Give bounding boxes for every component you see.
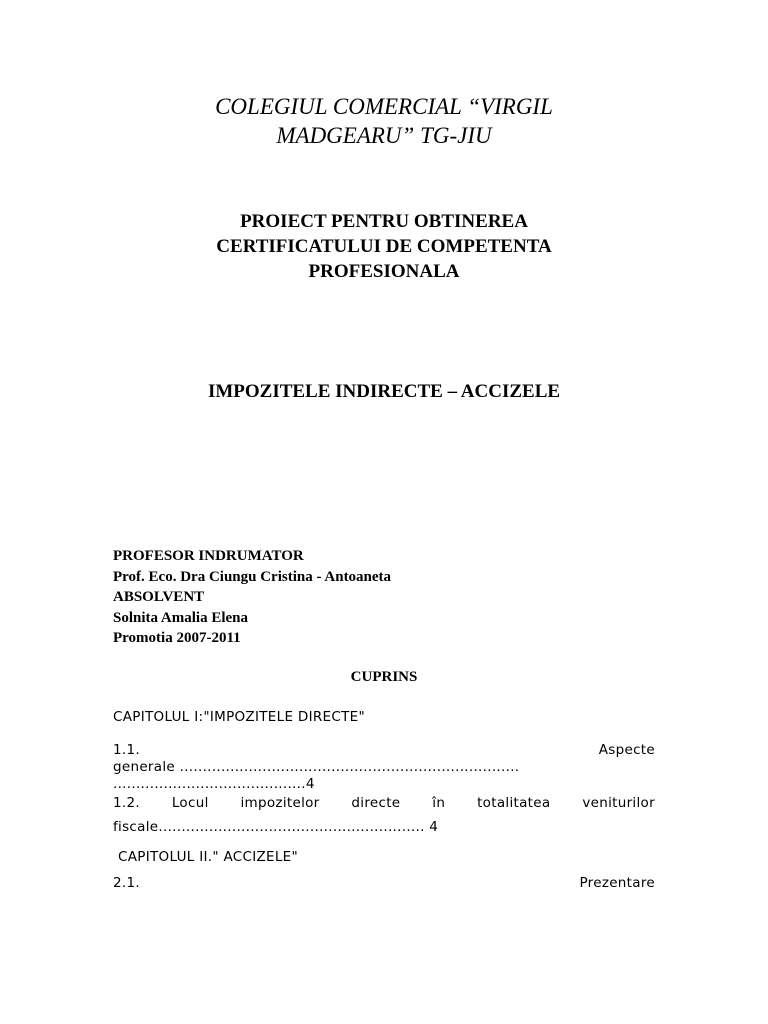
professor-name: Prof. Eco. Dra Ciungu Cristina - Antoaneta (113, 568, 392, 585)
toc-item-1-2-w1: Locul (171, 795, 209, 811)
toc-item-1-1-cont: generale (113, 759, 176, 775)
toc-item-1-2 (113, 795, 655, 836)
toc-item-1-2-w3: directe (351, 795, 401, 811)
toc-item-1-1 (113, 742, 655, 793)
toc-title: CUPRINS (350, 669, 418, 685)
toc-item-2-1-number: 2.1. (113, 875, 140, 891)
toc-item-1-2-w4: în (432, 795, 446, 811)
toc-item-1-1-number: 1.1. (113, 742, 140, 758)
toc-item-1-2-w5: totalitatea (477, 795, 551, 811)
toc-item-1-1-dots: .......................................................................... (179, 759, 520, 775)
college-line-1: COLEGIUL COMERCIAL “VIRGIL (215, 94, 553, 119)
project-line-1: PROIECT PENTRU OBTINEREA (240, 211, 528, 232)
college-line-2: MADGEARU” TG-JIU (276, 123, 492, 148)
toc-item-1-2-w6: veniturilor (582, 795, 655, 811)
staff-block (113, 546, 391, 649)
toc-chapter-1: CAPITOLUL I:"IMPOZITELE DIRECTE" (113, 709, 365, 725)
college-header (0, 92, 768, 150)
toc-item-1-2-w0: 1.2. (113, 795, 140, 811)
professor-label: PROFESOR INDRUMATOR (113, 548, 304, 564)
promotion: Promotia 2007-2011 (113, 630, 241, 646)
project-line-2: CERTIFICATULUI DE COMPETENTA (216, 236, 552, 257)
project-title (0, 209, 768, 284)
graduate-name: Solnita Amalia Elena (113, 609, 249, 626)
toc-item-1-2-w2: impozitelor (240, 795, 320, 811)
theme-title: IMPOZITELE INDIRECTE – ACCIZELE (207, 381, 561, 402)
graduate-label: ABSOLVENT (113, 589, 205, 605)
toc-item-2-1 (113, 875, 655, 892)
toc-item-1-2-cont: fiscale.......................................................... 4 (113, 819, 439, 835)
toc-chapter-2: CAPITOLUL II." ACCIZELE" (118, 849, 299, 865)
toc-item-1-1-page: ..........................................4 (113, 776, 315, 792)
project-line-3: PROFESIONALA (308, 261, 460, 282)
toc-item-1-1-title: Aspecte (598, 742, 655, 758)
toc-item-2-1-title: Prezentare (579, 875, 655, 891)
